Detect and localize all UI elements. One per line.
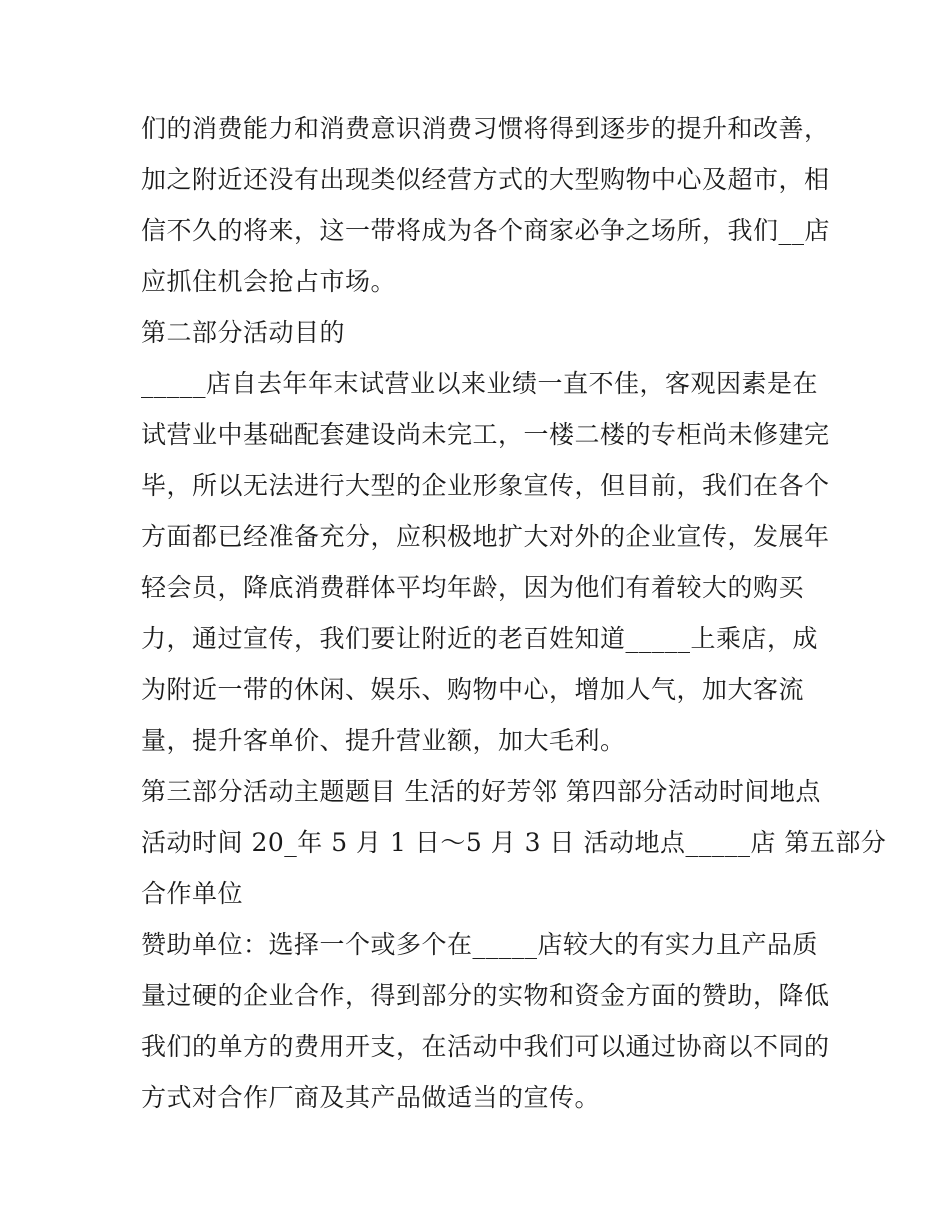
document-body	[141, 103, 887, 1123]
text-line-7: 试营业中基础配套建设尚未完工，一楼二楼的专柜尚未修建完	[141, 420, 830, 449]
section-heading-5: 合作单位	[141, 879, 244, 908]
text-line-10: 轻会员，降底消费群体平均年龄，因为他们有着较大的购买	[141, 573, 805, 602]
text-line-19: 我们的单方的费用开支，在活动中我们可以通过协商以不同的	[141, 1032, 830, 1061]
text-line-20: 方式对合作厂商及其产品做适当的宣传。	[141, 1083, 601, 1112]
text-line-8: 毕，所以无法进行大型的企业形象宣传，但目前，我们在各个	[141, 471, 830, 500]
text-line-17: 赞助单位：选择一个或多个在_____店较大的有实力且产品质	[141, 930, 819, 959]
text-line-9: 方面都已经准备充分，应积极地扩大对外的企业宣传，发展年	[141, 522, 830, 551]
text-line-6: _____店自去年年末试营业以来业绩一直不佳，客观因素是在	[141, 369, 819, 398]
activity-time-location-line: 活动时间 20_年 5 月 1 日～5 月 3 日 活动地点_____店 第五部分	[141, 828, 887, 857]
text-line-12: 为附近一带的休闲、娱乐、购物中心，增加人气，加大客流	[141, 675, 805, 704]
section-heading-2: 第二部分活动目的	[141, 318, 346, 347]
text-line-4: 应抓住机会抢占市场。	[141, 267, 397, 296]
text-line-1: 们的消费能力和消费意识消费习惯将得到逐步的提升和改善，	[141, 114, 830, 143]
text-line-3: 信不久的将来，这一带将成为各个商家必争之场所，我们__店	[141, 216, 831, 245]
section-heading-3-4: 第三部分活动主题题目 生活的好芳邻 第四部分活动时间地点	[141, 777, 821, 806]
text-line-11: 力，通过宣传，我们要让附近的老百姓知道_____上乘店，成	[141, 624, 819, 653]
text-line-13: 量，提升客单价、提升营业额，加大毛利。	[141, 726, 626, 755]
text-line-18: 量过硬的企业合作，得到部分的实物和资金方面的赞助，降低	[141, 981, 830, 1010]
text-line-2: 加之附近还没有出现类似经营方式的大型购物中心及超市，相	[141, 165, 830, 194]
